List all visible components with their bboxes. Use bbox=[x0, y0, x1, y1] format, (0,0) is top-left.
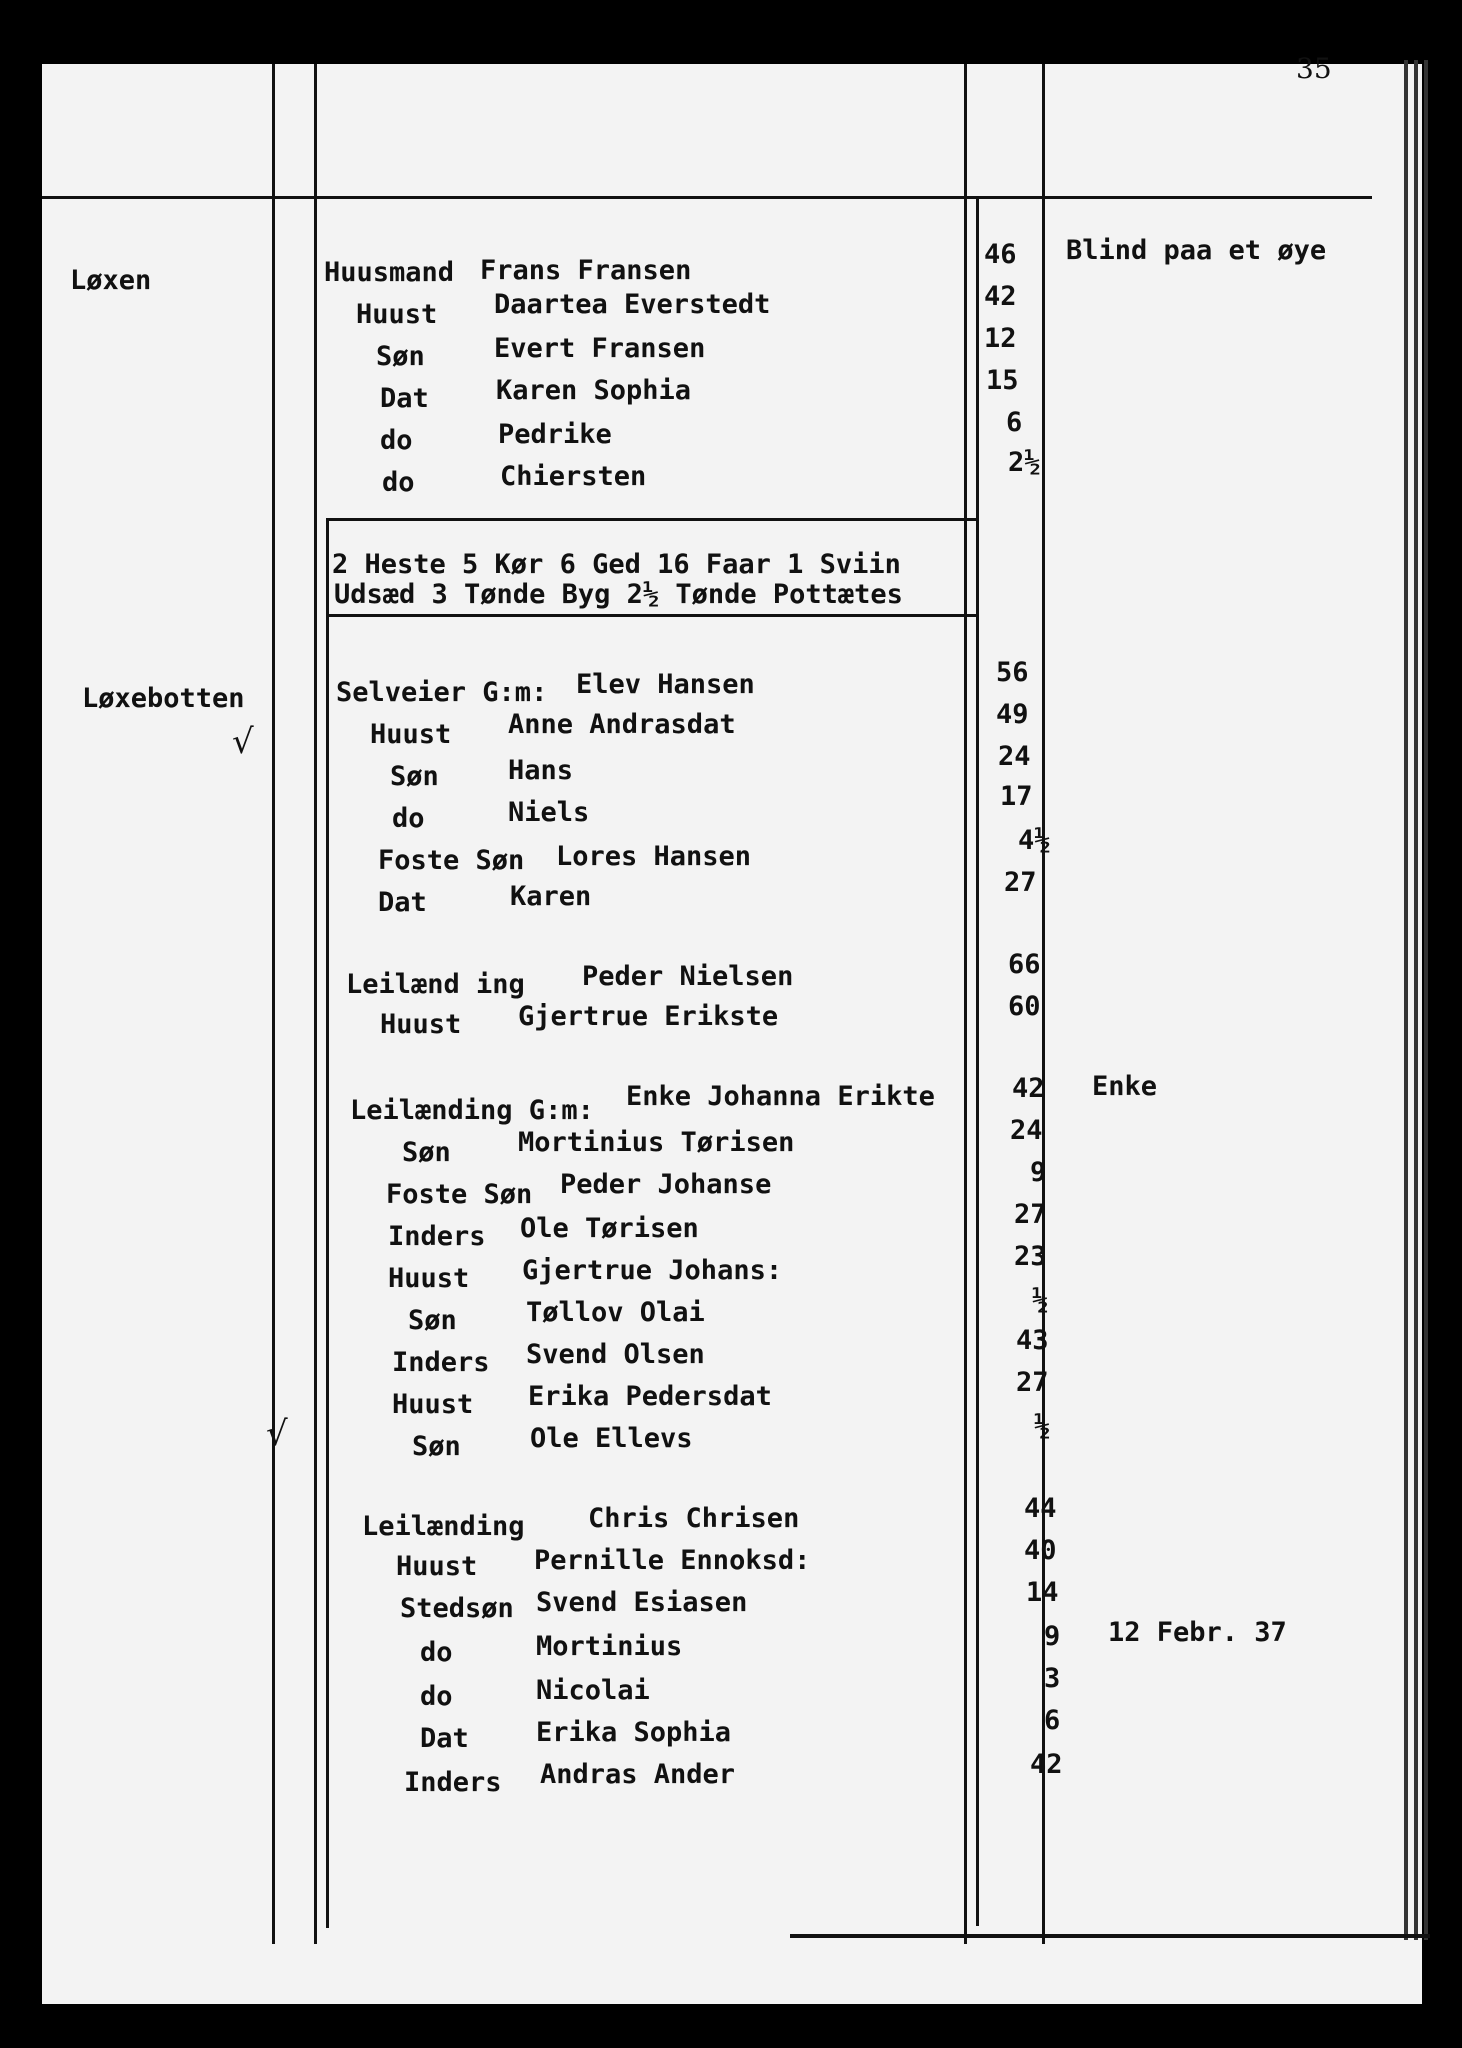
age: 66 bbox=[1008, 949, 1041, 980]
role: Inders bbox=[388, 1221, 486, 1252]
person-name: Pedrike bbox=[498, 419, 612, 450]
person-name: Anne Andrasdat bbox=[508, 709, 736, 740]
column-rule-role bbox=[314, 64, 317, 1944]
role: Dat bbox=[378, 887, 427, 918]
place-label: Løxen bbox=[70, 265, 152, 296]
person-name: Svend Olsen bbox=[526, 1339, 705, 1370]
person-name: Hans bbox=[508, 755, 574, 786]
role: do bbox=[420, 1681, 453, 1712]
age: 3 bbox=[1044, 1663, 1061, 1694]
role: Huust bbox=[356, 299, 438, 330]
age: 4½ bbox=[1018, 825, 1051, 856]
age: ½ bbox=[1034, 1411, 1051, 1442]
role: Huust bbox=[388, 1263, 470, 1294]
age: 9 bbox=[1030, 1157, 1047, 1188]
person-name: Frans Fransen bbox=[480, 255, 692, 286]
person-name: Erika Pedersdat bbox=[528, 1381, 772, 1412]
age: 42 bbox=[984, 281, 1017, 312]
edge-stripe bbox=[1414, 60, 1418, 1940]
age: 6 bbox=[1006, 407, 1023, 438]
role: Søn bbox=[402, 1137, 451, 1168]
role: Stedsøn bbox=[400, 1593, 514, 1624]
role: Leilænding G:m: bbox=[350, 1095, 594, 1126]
person-name: Pernille Ennoksd: bbox=[534, 1545, 811, 1576]
age: 40 bbox=[1024, 1535, 1057, 1566]
age: 15 bbox=[986, 365, 1019, 396]
role: Huust bbox=[380, 1009, 462, 1040]
age: 2½ bbox=[1008, 447, 1041, 478]
livestock-box-bottom bbox=[326, 614, 978, 617]
role: Huust bbox=[370, 719, 452, 750]
person-name: Niels bbox=[508, 797, 590, 828]
role: Søn bbox=[408, 1305, 457, 1336]
person-name: Peder Nielsen bbox=[582, 961, 794, 992]
role: Søn bbox=[412, 1431, 461, 1462]
person-name: Chiersten bbox=[500, 461, 647, 492]
check-mark: √ bbox=[232, 722, 254, 762]
place-label: Løxebotten bbox=[82, 683, 245, 714]
person-name: Gjertrue Erikste bbox=[518, 1001, 779, 1032]
column-rule-place bbox=[272, 64, 275, 1944]
age: 49 bbox=[996, 699, 1029, 730]
check-mark: √ bbox=[266, 1414, 288, 1454]
person-name: Karen Sophia bbox=[496, 375, 692, 406]
age: 27 bbox=[1014, 1199, 1047, 1230]
age: 60 bbox=[1008, 991, 1041, 1022]
column-rule-age-left bbox=[964, 64, 967, 1944]
role: Leilænding bbox=[362, 1511, 525, 1542]
age: 44 bbox=[1024, 1493, 1057, 1524]
age: 43 bbox=[1016, 1325, 1049, 1356]
entry-rule-right bbox=[976, 196, 979, 1926]
age: 6 bbox=[1044, 1705, 1061, 1736]
person-name: Nicolai bbox=[536, 1675, 650, 1706]
livestock-line: Udsæd 3 Tønde Byg 2½ Tønde Pottætes bbox=[334, 579, 903, 610]
age: 46 bbox=[984, 239, 1017, 270]
age: 24 bbox=[1010, 1115, 1043, 1146]
age: 23 bbox=[1014, 1241, 1047, 1272]
role: Inders bbox=[392, 1347, 490, 1378]
role: Dat bbox=[380, 383, 429, 414]
person-name: Erika Sophia bbox=[536, 1717, 732, 1748]
note: Enke bbox=[1092, 1071, 1158, 1102]
role: do bbox=[420, 1637, 453, 1668]
age: 17 bbox=[1000, 781, 1033, 812]
role: do bbox=[392, 803, 425, 834]
person-name: Svend Esiasen bbox=[536, 1587, 748, 1618]
person-name: Elev Hansen bbox=[576, 669, 755, 700]
age: 27 bbox=[1004, 867, 1037, 898]
role: Huust bbox=[396, 1551, 478, 1582]
role: Foste Søn bbox=[378, 845, 525, 876]
person-name: Evert Fransen bbox=[494, 333, 706, 364]
role: Selveier G:m: bbox=[336, 677, 548, 708]
header-rule bbox=[42, 196, 1372, 199]
note: Blind paa et øye bbox=[1066, 235, 1327, 266]
person-name: Ole Ellevs bbox=[530, 1423, 693, 1454]
role: Dat bbox=[420, 1723, 469, 1754]
livestock-box-top bbox=[326, 518, 978, 521]
age: 24 bbox=[998, 741, 1031, 772]
note: 12 Febr. 37 bbox=[1108, 1617, 1287, 1648]
age: 42 bbox=[1012, 1073, 1045, 1104]
role: Leilænd ing bbox=[346, 969, 525, 1000]
age: 9 bbox=[1044, 1621, 1061, 1652]
role: Søn bbox=[376, 341, 425, 372]
person-name: Daartea Everstedt bbox=[494, 289, 771, 320]
person-name: Tøllov Olai bbox=[526, 1297, 705, 1328]
age: ½ bbox=[1032, 1285, 1049, 1316]
age: 56 bbox=[996, 657, 1029, 688]
age: 12 bbox=[984, 323, 1017, 354]
role: Foste Søn bbox=[386, 1179, 533, 1210]
bottom-rule bbox=[790, 1934, 1430, 1938]
person-name: Peder Johanse bbox=[560, 1169, 772, 1200]
column-rule-age-right bbox=[1042, 64, 1045, 1944]
person-name: Lores Hansen bbox=[556, 841, 752, 872]
edge-stripe bbox=[1424, 60, 1428, 1940]
livestock-line: 2 Heste 5 Kør 6 Ged 16 Faar 1 Sviin bbox=[332, 549, 901, 580]
person-name: Ole Tørisen bbox=[520, 1213, 699, 1244]
register-page bbox=[42, 64, 1422, 2004]
age: 14 bbox=[1026, 1577, 1059, 1608]
age: 27 bbox=[1016, 1367, 1049, 1398]
age: 42 bbox=[1030, 1749, 1063, 1780]
edge-stripe bbox=[1404, 60, 1408, 1940]
person-name: Chris Chrisen bbox=[588, 1503, 800, 1534]
role: Huust bbox=[392, 1389, 474, 1420]
page-number: 35 bbox=[1296, 52, 1332, 85]
role: Søn bbox=[390, 761, 439, 792]
person-name: Karen bbox=[510, 881, 592, 912]
role: do bbox=[382, 467, 415, 498]
role: Inders bbox=[404, 1767, 502, 1798]
role: do bbox=[380, 425, 413, 456]
person-name: Andras Ander bbox=[540, 1759, 736, 1790]
person-name: Gjertrue Johans: bbox=[522, 1255, 783, 1286]
entry-rule bbox=[326, 518, 329, 1928]
person-name: Mortinius bbox=[536, 1631, 683, 1662]
person-name: Mortinius Tørisen bbox=[518, 1127, 795, 1158]
person-name: Enke Johanna Erikte bbox=[626, 1081, 935, 1112]
role: Huusmand bbox=[324, 257, 455, 288]
